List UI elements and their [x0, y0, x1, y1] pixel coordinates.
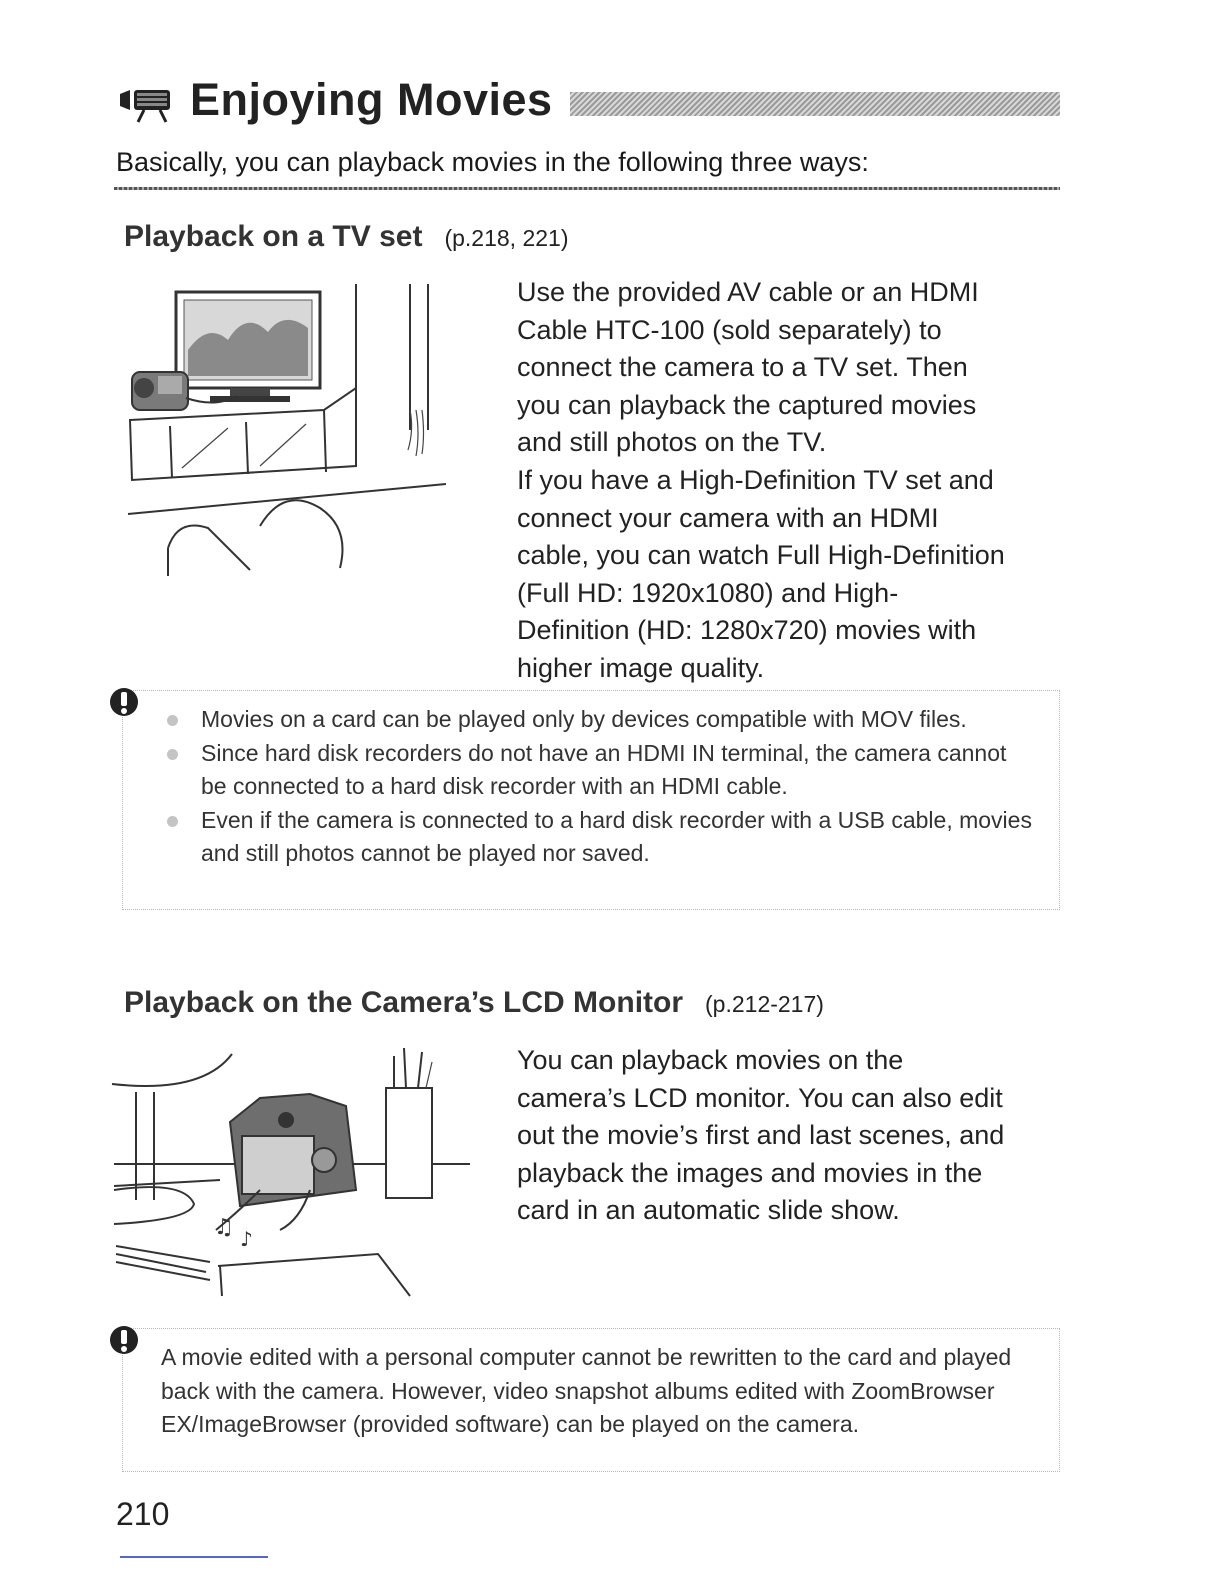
lcd-section-body: [517, 1042, 1062, 1230]
caution-box-lcd: [122, 1328, 1060, 1472]
caution-text: A movie edited with a personal computer cannot be rewritten to the card and played back with the camera. However, video snapshot albums edited with ZoomBrowser EX/ImageBrowser (provided software) can be played on the camera.: [161, 1344, 1012, 1437]
caution-item: Since hard disk recorders do not have an HDMI IN terminal, the camera cannot be connected to a hard disk recorder with an HDMI cable.: [175, 737, 1035, 804]
page-title: Enjoying Movies: [190, 74, 553, 125]
footer-rule: [120, 1556, 268, 1558]
text-line: Use the provided AV cable or an HDMI: [517, 277, 979, 307]
text-line: You can playback movies on the: [517, 1045, 904, 1075]
title-row: [118, 72, 1060, 132]
page-reference-tv: (p.218, 221): [444, 225, 569, 251]
section-heading-lcd-text: Playback on the Camera’s LCD Monitor: [124, 986, 684, 1019]
caution-box-tv: [122, 690, 1060, 910]
caution-list: [175, 703, 1035, 871]
intro-text: Basically, you can playback movies in the following three ways:: [116, 147, 869, 177]
text-line: out the movie’s first and last scenes, and: [517, 1120, 1005, 1151]
text-line: Definition (HD: 1280x720) movies with: [517, 615, 977, 646]
caution-item: Even if the camera is connected to a hard disk recorder with a USB cable, movies and still photos cannot be played nor saved.: [175, 804, 1035, 871]
svg-text:♪: ♪: [240, 1227, 253, 1251]
text-line: If you have a High-Definition TV set and: [517, 464, 994, 495]
text-line: camera’s LCD monitor. You can also edit: [517, 1082, 1003, 1113]
tv-playback-illustration: [110, 280, 470, 580]
text-line: connect your camera with an HDMI: [517, 502, 939, 533]
text-line: connect the camera to a TV set. Then: [517, 352, 968, 383]
caution-item: Movies on a card can be played only by devices compatible with MOV files.: [175, 703, 1035, 737]
title-decorative-bar: [570, 92, 1060, 116]
caution-icon: [109, 687, 139, 717]
text-line: cable, you can watch Full High-Definition: [517, 540, 1005, 571]
section-heading-tv: [124, 220, 569, 254]
section-heading-lcd: [124, 986, 824, 1020]
text-line: and still photos on the TV.: [517, 427, 827, 458]
text-line: Cable HTC-100 (sold separately) to: [517, 314, 942, 345]
text-line: (Full HD: 1920x1080) and High-: [517, 577, 899, 608]
section-heading-tv-text: Playback on a TV set: [124, 220, 423, 253]
svg-text:♫: ♫: [214, 1215, 234, 1240]
tv-section-body: [517, 274, 1062, 688]
page-reference-lcd: (p.212-217): [705, 991, 824, 1017]
text-line: card in an automatic slide show.: [517, 1195, 900, 1226]
movie-camera-icon: [118, 84, 174, 124]
text-line: you can playback the captured movies: [517, 389, 977, 420]
text-line: playback the images and movies in the: [517, 1157, 983, 1188]
divider: [114, 187, 1060, 190]
text-line: higher image quality.: [517, 652, 765, 683]
caution-icon: [109, 1325, 139, 1355]
page-number: 210: [116, 1496, 170, 1532]
lcd-playback-illustration: [110, 1040, 480, 1300]
